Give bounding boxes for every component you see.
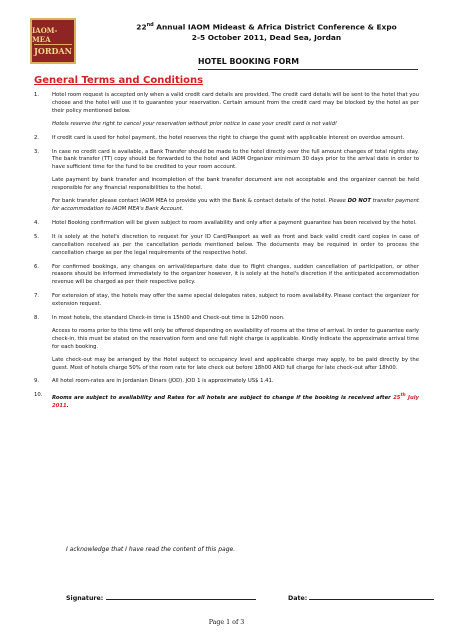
term-item bbox=[34, 293, 419, 309]
conference-dates: 2-5 October 2011, Dead Sea, Jordan bbox=[191, 33, 342, 42]
term-paragraph bbox=[52, 149, 419, 173]
term-paragraph bbox=[52, 177, 419, 193]
term-text: All hotel room-rates are in Jordanian Dinars (JOD). JOD 1 is approximately US$ 1.41. bbox=[52, 378, 274, 385]
term-paragraph bbox=[52, 135, 419, 143]
date-line[interactable] bbox=[309, 593, 434, 600]
term-number: 2. bbox=[34, 134, 40, 141]
term-item bbox=[34, 264, 419, 288]
term-paragraph bbox=[52, 378, 419, 386]
section-title: General Terms and Conditions bbox=[34, 75, 204, 86]
term-number: 3. bbox=[34, 148, 40, 155]
term-paragraph bbox=[52, 220, 419, 228]
term-text: If credit card is used for hotel payment, the hotel reserves the right to charge the guest with applicable interest on overdue amount. bbox=[52, 134, 405, 141]
deadline-day-suffix: th bbox=[400, 393, 406, 399]
term-paragraph bbox=[52, 357, 419, 373]
term-emphasis: DO NOT bbox=[347, 198, 371, 205]
term-paragraph bbox=[52, 264, 419, 288]
term-text: In most hotels, the standard Check-in time is 15h00 and Check-out time is 12h00 noon. bbox=[52, 315, 285, 322]
deadline-day: 25 bbox=[393, 395, 401, 402]
term-text: Access to rooms prior to this time will only be offered depending on availability of rooms at the time of arrival. In order to guarantee early check-in, this must be stated on the reservation form and one full night charge is applicable. Kindly indicate the approximate arrival time for each booking. bbox=[52, 327, 419, 350]
form-title: HOTEL BOOKING FORM bbox=[198, 57, 299, 66]
term-text: For extension of stay, the hotels may offer the same special delegates rates, subject to room availability. Please contact the organizer for extension request. bbox=[52, 293, 419, 308]
deadline-month-year: July 2011 bbox=[52, 395, 419, 410]
conference-title bbox=[80, 22, 453, 31]
ordinal-suffix: nd bbox=[146, 22, 154, 28]
acknowledgement-text: I acknowledge that I have read the content of this page. bbox=[66, 546, 236, 553]
term-number: 5. bbox=[34, 233, 40, 240]
date-label: Date: bbox=[288, 595, 308, 602]
term-note-tail: transfer payment for accommodation to IAOM MEA's Bank Account. bbox=[52, 198, 419, 212]
term-item bbox=[34, 315, 419, 372]
term-text: For bank transfer please contact IAOM MEA to provide you with the Bank & contact details of the hotel. bbox=[52, 198, 327, 205]
iaom-jordan-logo bbox=[30, 18, 76, 64]
term-tail: . bbox=[66, 403, 69, 410]
term-text: Hotel Booking confirmation will be given subject to room availability and only after a payment guarantee has been received by the hotel. bbox=[52, 219, 417, 226]
terms-list bbox=[34, 92, 419, 417]
term-text: Late payment by bank transfer and incompletion of the bank transfer document are not acceptable and the organizer cannot be held responsible for any financial responsibilities to the hotel. bbox=[52, 177, 419, 192]
logo-line-1: IAOM-MEA bbox=[32, 26, 58, 44]
logo-line-2: JORDAN bbox=[34, 46, 72, 56]
signature-line[interactable] bbox=[106, 593, 256, 600]
term-item bbox=[34, 220, 419, 228]
signature-label: Signature: bbox=[66, 595, 104, 602]
term-paragraph bbox=[52, 315, 419, 323]
term-number: 1. bbox=[34, 92, 40, 98]
conference-name: Annual IAOM Mideast & Africa District Conference & Expo bbox=[153, 22, 397, 32]
term-paragraph bbox=[52, 121, 419, 129]
term-paragraph bbox=[52, 392, 419, 411]
term-text: In case no credit card is available, a Bank Transfer should be made to the hotel directly over the full amount changes of total nights stay. The bank transfer (TT) copy should be forwarded to the hotel and IAOM Organizer minimum 30 days prior to the arrival date in order to have sufficient time for the fund to be credited to your room account. bbox=[52, 148, 419, 171]
term-text: Hotels reserve the right to cancel your reservation without prior notice in case your credit card is not valid! bbox=[52, 120, 338, 127]
term-text: Hotel room request is accepted only when a valid credit card details are provided. The credit card details will be sent to the hotel that you choose and the hotel will use it to guarantee your reservation. Certain amount from the credit card may be blocked by the hotel as per their policy mentioned below. bbox=[52, 92, 419, 114]
page-number: Page 1 of 3 bbox=[208, 619, 245, 626]
ordinal: 22 bbox=[136, 22, 147, 32]
term-paragraph bbox=[52, 328, 419, 352]
term-paragraph bbox=[52, 234, 419, 258]
signature-field[interactable] bbox=[66, 593, 256, 602]
term-paragraph bbox=[52, 293, 419, 309]
term-item bbox=[34, 392, 419, 411]
term-item bbox=[34, 234, 419, 258]
date-field[interactable] bbox=[288, 593, 434, 602]
term-item bbox=[34, 378, 419, 386]
term-text: It is solely at the hotel's discretion to request for your ID Card/Passport as well as front and back valid credit card copies in case of cancellation received as per the cancellation periods mentioned below. The documents may be required in order to process the cancellation charge as per the legal requirements of the respective hotel. bbox=[52, 233, 419, 256]
term-text: Late check-out may be arranged by the Hotel subject to occupancy level and applicable charge may apply, to be paid directly by the guest. Most of hotels charge 50% of the room rate for late check out before 18h00 AND full charge for late check-out after 18h00. bbox=[52, 356, 419, 371]
term-text: Rooms are subject to availability and Rates for all hotels are subject to change if the booking is received after bbox=[52, 395, 394, 402]
term-number: 6. bbox=[34, 263, 40, 270]
term-number: 10. bbox=[34, 392, 43, 399]
term-number: 8. bbox=[34, 315, 40, 322]
title-rule bbox=[198, 69, 418, 70]
term-paragraph bbox=[52, 198, 419, 214]
term-item bbox=[34, 149, 419, 214]
term-item bbox=[34, 135, 419, 143]
term-number: 7. bbox=[34, 293, 40, 300]
term-paragraph bbox=[52, 92, 419, 116]
term-note: Please bbox=[326, 198, 348, 205]
term-number: 9. bbox=[34, 378, 40, 385]
term-number: 4. bbox=[34, 219, 40, 226]
term-text: For confirmed bookings, any changes on arrival/departure date due to flight changes, sudden cancellation of participation, or other reasons should be informed immediately to the organizer however, it is solely at the hotel's discretion if the anticipated accommodation revenue will be charged as per their respective policy. bbox=[52, 263, 419, 286]
term-item bbox=[34, 92, 419, 129]
